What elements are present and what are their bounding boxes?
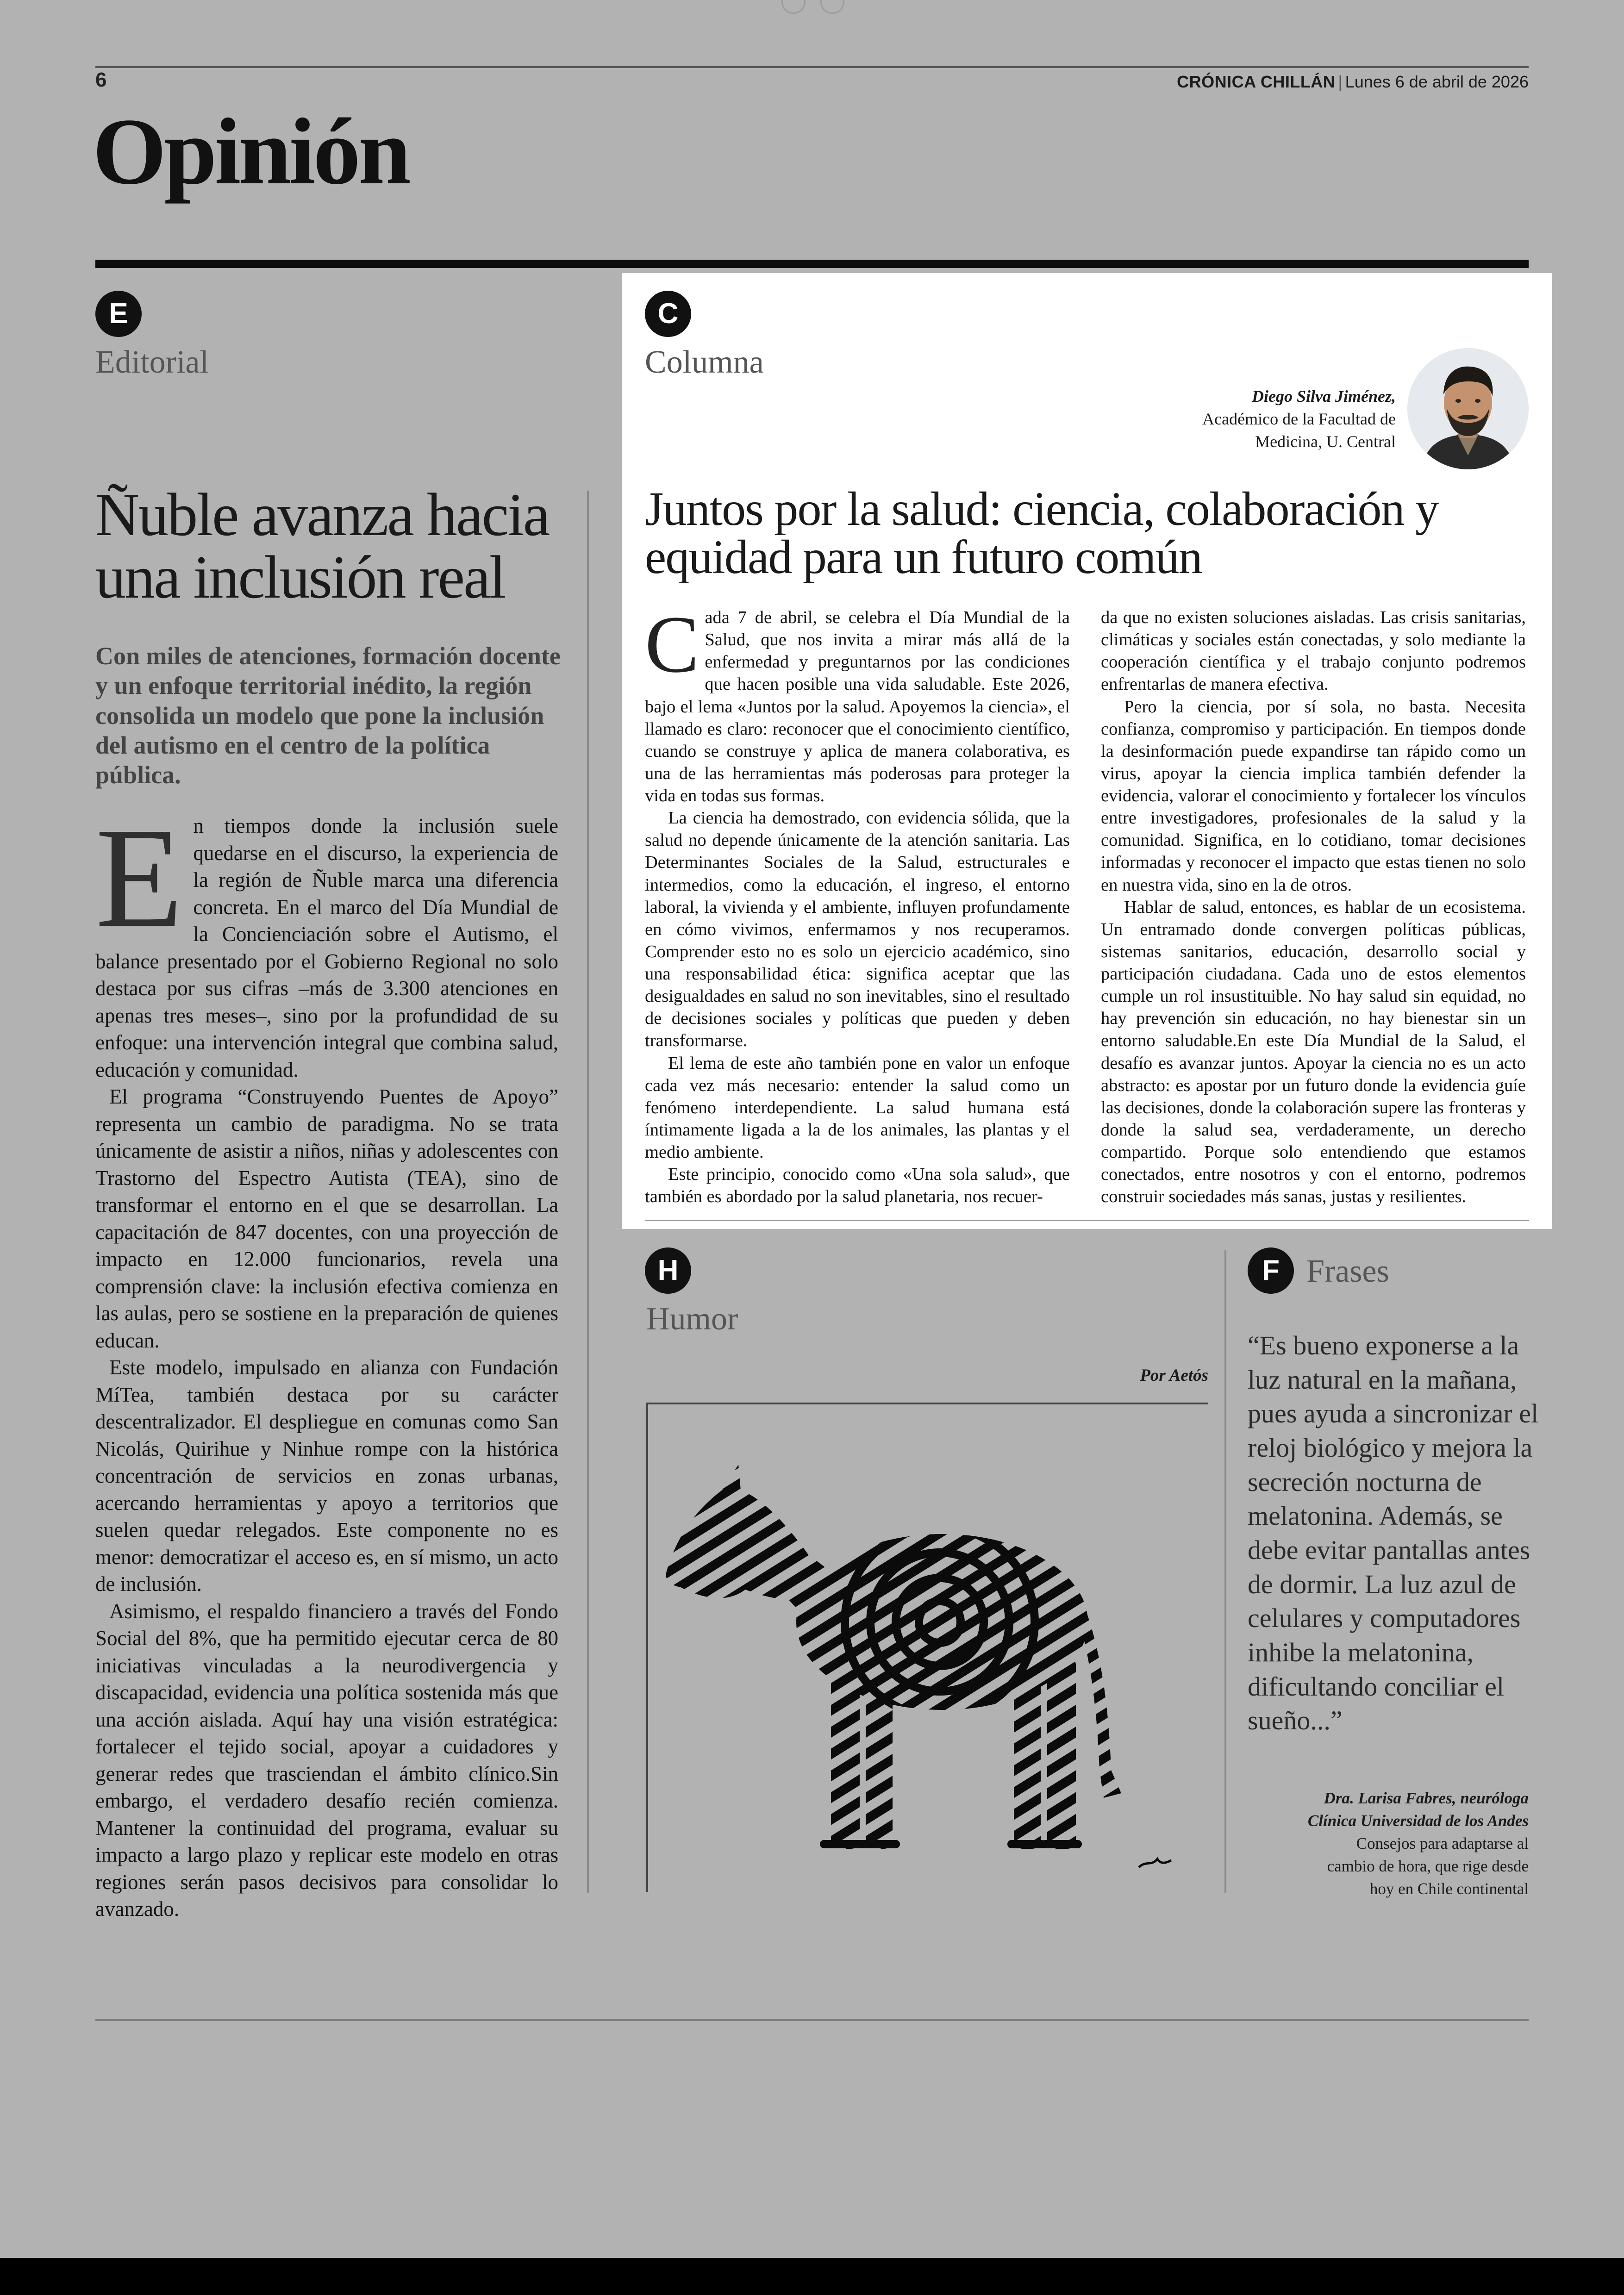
publication-separator: | xyxy=(1338,72,1343,91)
quote-author: Dra. Larisa Fabres, neuróloga xyxy=(1324,1789,1529,1807)
editorial-body xyxy=(95,798,558,1923)
zebra-cartoon-icon xyxy=(648,1404,1208,1892)
editorial-paragraph: En tiempos donde la inclusión suele quedarse en el discurso, la experiencia de la región de Ñuble marca una diferencia concreta. En el marco del Día Mundial de la Concienciación sobre el Autismo, el balance presentado por el Gobierno Regional no solo destaca por sus cifras –más de 3.300 atenciones en apenas tres meses–, sino por la profundidad de su enfoque: una intervención integral que combina salud, educación y comunidad. xyxy=(95,798,558,1081)
frases-badge: F xyxy=(1248,1247,1294,1294)
editorial-badge: E xyxy=(95,291,142,337)
column-bottom-rule xyxy=(645,1220,1529,1221)
quote-attribution xyxy=(1205,1787,1529,1900)
column-paragraph: Cada 7 de abril, se celebra el Día Mundial de la Salud, que nos invita a mirar más allá de la enfermedad y preguntarnos por las condiciones que hacen posible una vida saludable. Este 2026, bajo el lema «Juntos por la salud. Apoyemos la ciencia», el llamado es claro: reconocer que el conocimiento científico, cuando se construye y aplica de manera colaborativa, es una de las herramientas más poderosas para proteger la vida en todas sus formas. xyxy=(645,599,1070,805)
humor-label: Humor xyxy=(646,1301,738,1337)
author-name: Diego Silva Jiménez, xyxy=(1252,387,1396,405)
author-role: Académico de la Facultad de xyxy=(1202,409,1396,428)
frases-label: Frases xyxy=(1306,1254,1389,1289)
column-paragraph: Pero la ciencia, por sí sola, no basta. Necesita confianza, compromiso y participación. En tiempos donde la desinformación puede expandirse tan rápido como un virus, apoyar la ciencia implica también defender la evidencia, valorar el conocimiento y fortalecer los vínculos entre investigadores, profesionales de la salud y la comunidad. Significa, en lo cotidiano, tomar decisiones informadas y reconocer el impacto que estas tienen no solo en nuestra vida, sino en la de otros. xyxy=(1101,697,1526,895)
column-paragraph: La ciencia ha demostrado, con evidencia sólida, que la salud no depende únicamente de la atención sanitaria. Las Determinantes Sociales de la Salud, estructurales e intermedios, como la educación, el ingreso, el entorno laboral, la vivienda y el ambiente, influyen profundamente en cómo vivimos, enfermamos y nos recuperamos. Comprender esto no es solo un ejercicio académico, sino una responsabilidad ética: significa aceptar que las desigualdades en salud no son inevitables, sino el resultado de decisiones sociales y políticas que pueden y deben transformarse. xyxy=(645,808,1070,1051)
editorial-label: Editorial xyxy=(95,344,209,380)
page-number: 6 xyxy=(95,69,107,91)
quote-affiliation: Clínica Universidad de los Andes xyxy=(1307,1812,1529,1830)
publication-date: Lunes 6 de abril de 2026 xyxy=(1345,72,1529,91)
column-paragraph: da que no existen soluciones aisladas. Las crisis sanitarias, climáticas y sociales están conectadas, y solo mediante la cooperación científica y el trabajo conjunto podremos enfrentarlas de manera efectiva. xyxy=(1101,608,1526,694)
publication-info xyxy=(1177,72,1529,92)
column-divider xyxy=(587,491,589,1893)
editorial-paragraph: Este modelo, impulsado en alianza con Fundación MíTea, también destaca por su carácter descentralizador. El despliegue en comunas como San Nicolás, Quirihue y Ninhue rompe con la histórica concentración de servicios en zonas urbanas, acercando herramientas y apoyo a territorios que suelen quedar relegados. Este componente no es menor: democratizar el acceso es, en sí mismo, un acto de inclusión. xyxy=(95,1356,558,1596)
editorial-dek: Con miles de atenciones, formación docente y un enfoque territorial inédito, la región consolida un modelo que pone la inclusión del autismo en el centro de la política pública. xyxy=(95,642,561,789)
column-paragraph: El lema de este año también pone en valor un enfoque cada vez más necesario: entender la salud como un fenómeno interdependiente. La salud humana está íntimamente ligada a la de los animales, las plantas y el medio ambiente. xyxy=(645,1053,1070,1162)
page-nav xyxy=(778,0,847,18)
humor-credit: Por Aetós xyxy=(1140,1366,1208,1385)
author-portrait-icon xyxy=(1407,348,1529,469)
section-rule xyxy=(95,260,1529,268)
column-label: Columna xyxy=(645,344,764,380)
column-headline: Juntos por la salud: ciencia, colaboración y equidad para un futuro común xyxy=(645,482,1439,584)
editorial-paragraph: Asimismo, el respaldo financiero a través del Fondo Social del 8%, que ha permitido ejecutar cerca de 80 iniciativas vinculadas a la neurodivergencia y discapacidad, evidencia una política sostenida más que una acción aislada. Aquí hay una visión estratégica: fortalecer el tejido social, apoyar a cuidadores y generar redes que trasciendan el ámbito clínico.Sin embargo, el verdadero desafío recién comienza. Mantener la continuidad del programa, evaluar su impacto a largo plazo y replicar este modelo en otras regiones serán pasos decisivos para consolidar lo avanzado. xyxy=(95,1599,558,1921)
frases-quote: “Es bueno exponerse a la luz natural en la mañana, pues ayuda a sincronizar el reloj biológico y mejora la secreción nocturna de melatonina. Además, se debe evitar pantallas antes de dormir. La luz azul de celulares y computadores inhibe la melatonina, dificultando conciliar el sueño...” xyxy=(1248,1330,1539,1736)
quote-context: cambio de hora, que rige desde xyxy=(1327,1857,1529,1875)
column-paragraph: Este principio, conocido como «Una sola salud», que también es abordado por la salud planetaria, nos recuer- xyxy=(645,1165,1070,1207)
quote-context: hoy en Chile continental xyxy=(1369,1880,1529,1898)
column-drop-cap: C xyxy=(645,599,700,690)
editorial-headline: Ñuble avanza hacia una inclusión real xyxy=(95,480,549,611)
footer-rule xyxy=(95,2019,1529,2021)
next-page-icon[interactable] xyxy=(820,0,844,14)
header-rule xyxy=(95,66,1529,68)
viewer-bottom-bar xyxy=(0,2258,1624,2295)
editorial-paragraph: El programa “Construyendo Puentes de Apoyo” representa un cambio de paradigma. No se trata únicamente de asistir a niños, niñas y adolescentes con Trastorno del Espectro Autista (TEA), sino de transformar el entorno en el que se desarrollan. La capacitación de 847 docentes, con una proyección de impacto en 12.000 funcionarios, revela una comprensión clave: la inclusión efectiva comienza en las aulas, pero se sostiene en la preparación de quienes educan. xyxy=(95,1085,558,1352)
column-body-right xyxy=(1101,606,1526,1208)
quote-context: Consejos para adaptarse al xyxy=(1356,1834,1529,1852)
author-photo xyxy=(1407,348,1529,469)
humor-cartoon-frame xyxy=(646,1403,1208,1892)
humor-badge: H xyxy=(645,1247,691,1294)
column-paragraph: Hablar de salud, entonces, es hablar de un ecosistema. Un entramado donde convergen políticas públicas, sistemas sanitarios, educación, desarrollo social y participación ciudadana. Cada uno de estos elementos cumple un rol insustituible. No hay salud sin equidad, no hay prevención sin educación, no hay bienestar sin un entorno saludable.En este Día Mundial de la Salud, el desafío es avanzar juntos. Apoyar la ciencia no es un acto abstracto: es apostar por un futuro donde la evidencia guíe las decisiones, donde la colaboración supere las fronteras y donde la salud sea, verdaderamente, un derecho compartido. Porque solo entendiendo que estamos conectados, entre nosotros y con el entorno, podremos construir sociedades más sanas, justas y resilientes. xyxy=(1101,897,1526,1207)
column-body-left xyxy=(645,599,1070,1208)
section-title: Opinión xyxy=(93,99,409,204)
author-role: Medicina, U. Central xyxy=(1255,432,1396,451)
prev-page-icon[interactable] xyxy=(781,0,806,14)
editorial-drop-cap: E xyxy=(95,798,183,957)
column-badge: C xyxy=(645,291,691,337)
publication-name: CRÓNICA CHILLÁN xyxy=(1177,72,1336,91)
column-author xyxy=(1037,385,1396,453)
